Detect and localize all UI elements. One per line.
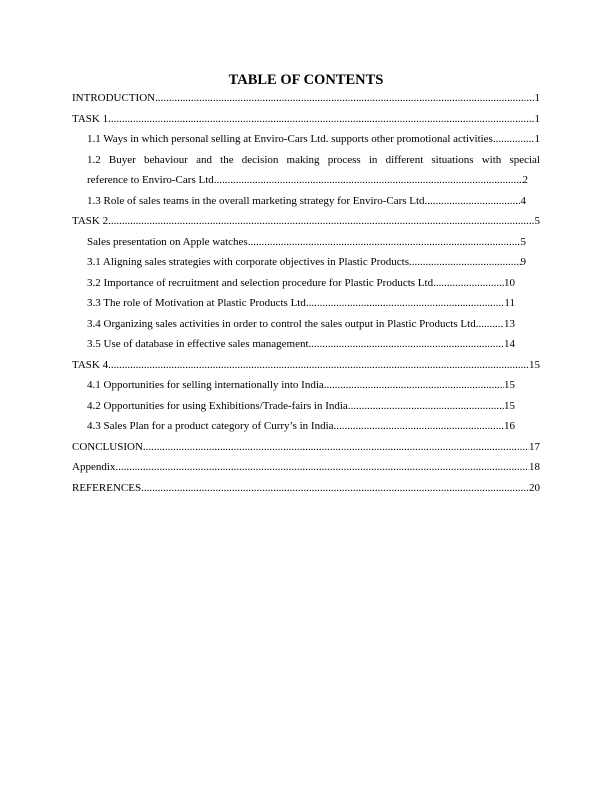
dot-leader (108, 109, 534, 130)
toc-page-number: 16 (504, 420, 515, 432)
toc-entry-3-3[interactable] (72, 293, 515, 314)
toc-entry-text: REFERENCES (72, 481, 142, 494)
toc-page-number: 4 (520, 194, 526, 207)
toc-entry-text: TASK 4 (72, 358, 109, 371)
page-title: TABLE OF CONTENTS (228, 72, 384, 88)
toc-page-number: 15 (504, 379, 515, 391)
toc-entry-sales-presentation[interactable] (72, 232, 526, 253)
dot-leader (309, 334, 504, 355)
toc-entry-text: 4.1 Opportunities for selling internationally into India (87, 379, 324, 391)
toc-entry-text: TASK 2 (72, 215, 109, 227)
toc-entry-3-5[interactable] (72, 334, 515, 355)
dot-leader (478, 314, 504, 335)
toc-page-number: 1 (534, 133, 540, 145)
dot-leader (248, 232, 521, 253)
toc-page-number: 14 (504, 338, 515, 350)
toc-entry-1-3[interactable] (72, 191, 526, 212)
toc-entry-text: Appendix (72, 461, 116, 473)
toc-entry-text: 4.3 Sales Plan for a product category of Curry’s in India (87, 420, 334, 432)
toc-page-number: 9 (520, 256, 526, 268)
dot-leader (115, 457, 529, 478)
toc-page-number: 1 (534, 112, 540, 125)
toc-entry-text: Sales presentation on Apple watches (87, 235, 248, 248)
dot-leader (108, 355, 529, 376)
toc-entry-text-continued: reference to Enviro-Cars Ltd (87, 174, 214, 186)
toc-entry-introduction[interactable] (72, 88, 540, 109)
toc-entry-1-2[interactable] (72, 150, 540, 191)
dot-leader (409, 252, 521, 273)
toc-entry-appendix[interactable] (72, 457, 540, 478)
toc-entry-conclusion[interactable] (72, 437, 540, 458)
toc-page-number: 10 (504, 276, 515, 289)
toc-entry-text: 1.3 Role of sales teams in the overall marketing strategy for Enviro-Cars Ltd (87, 194, 425, 207)
toc-entry-3-4[interactable] (72, 314, 515, 335)
toc-entry-text: 3.3 The role of Motivation at Plastic Products Ltd (87, 297, 306, 309)
toc-entry-text: 4.2 Opportunities for using Exhibitions/Trade-fairs in India (87, 399, 348, 412)
toc-entry-task-2[interactable] (72, 211, 540, 232)
toc-entry-task-4[interactable] (72, 355, 540, 376)
toc-entry-text: TASK 1 (72, 112, 109, 125)
toc-entry-text: CONCLUSION (72, 440, 143, 453)
dot-leader (141, 478, 529, 499)
toc-entry-text: 1.1 Ways in which personal selling at Enviro-Cars Ltd. supports other promotional activities. (87, 133, 496, 145)
dot-leader (425, 191, 521, 212)
toc-entry-text: 1.2 Buyer behaviour and the decision making process in different situations with special (87, 153, 540, 166)
toc-entry-4-1[interactable] (72, 375, 515, 396)
toc-entry-4-3[interactable] (72, 416, 515, 437)
toc-page-number: 15 (504, 399, 515, 412)
dot-leader (433, 273, 504, 294)
toc-page-number: 20 (529, 481, 540, 494)
dot-leader (348, 396, 504, 417)
toc-page-number: 1 (534, 92, 540, 104)
dot-leader (214, 170, 523, 191)
toc-entry-1-1[interactable] (72, 129, 540, 150)
dot-leader (306, 293, 505, 314)
toc-page-number: 15 (529, 358, 540, 371)
dot-leader (108, 211, 534, 232)
toc-page-number: 18 (529, 461, 540, 473)
toc-page-number: 11 (504, 297, 515, 309)
toc-entry-3-1[interactable] (72, 252, 526, 273)
toc-entry-text: 3.1 Aligning sales strategies with corporate objectives in Plastic Products (87, 256, 409, 268)
toc-entry-text: INTRODUCTION (72, 92, 156, 104)
toc-entry-task-1[interactable] (72, 109, 540, 130)
dot-leader (143, 437, 529, 458)
toc-entry-4-2[interactable] (72, 396, 515, 417)
toc-page-number: 2 (522, 174, 528, 186)
table-of-contents (72, 88, 540, 498)
dot-leader (324, 375, 504, 396)
dot-leader (496, 129, 535, 150)
toc-entry-references[interactable] (72, 478, 540, 499)
toc-entry-text: 3.2 Importance of recruitment and selection procedure for Plastic Products Ltd (87, 276, 434, 289)
toc-page-number: 5 (520, 235, 526, 248)
toc-page-number: 17 (529, 440, 540, 453)
toc-entry-text: 3.4 Organizing sales activities in order to control the sales output in Plastic Products Ltd. (87, 317, 479, 330)
toc-entry-3-2[interactable] (72, 273, 515, 294)
toc-page-number: 13 (504, 317, 515, 330)
toc-page-number: 5 (534, 215, 540, 227)
dot-leader (334, 416, 504, 437)
dot-leader (155, 88, 534, 109)
toc-entry-text: 3.5 Use of database in effective sales management (87, 338, 309, 350)
